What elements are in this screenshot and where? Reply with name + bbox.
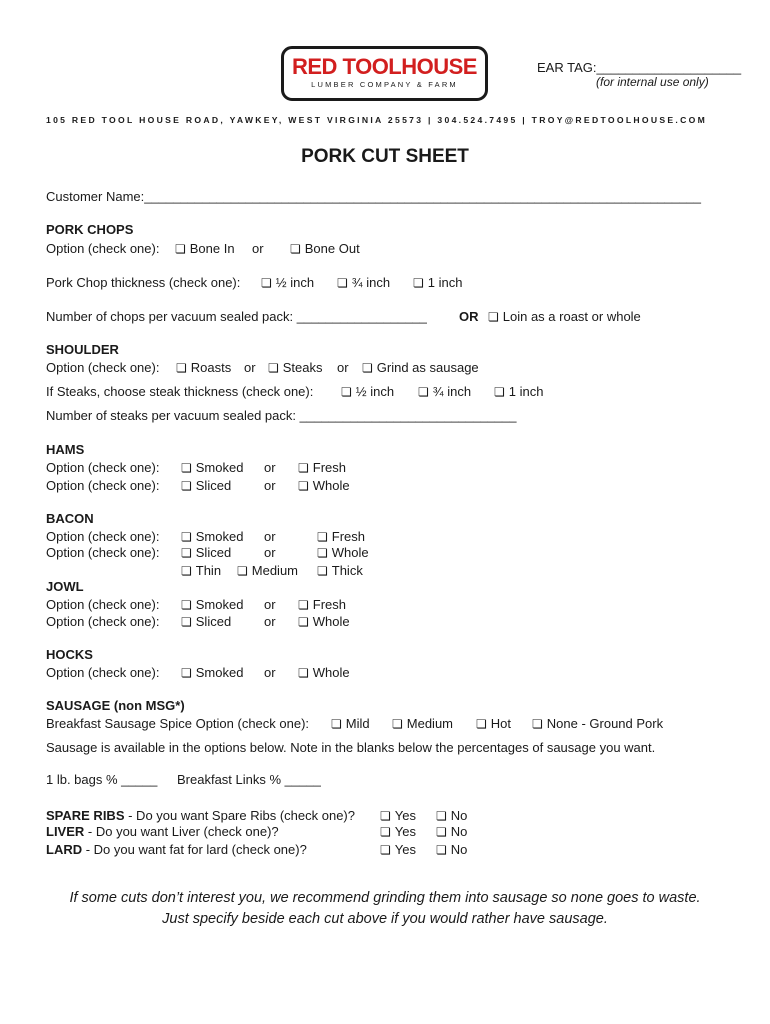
liver-question: [46, 824, 279, 839]
jowl-whole-checkbox[interactable]: ❏ Whole: [298, 614, 350, 629]
sausage-note: Sausage is available in the options below. Note in the blanks below the percentages of sausage you want.: [46, 740, 656, 755]
links-percent-field[interactable]: Breakfast Links % _____: [177, 772, 321, 787]
shoulder-heading: SHOULDER: [46, 342, 119, 357]
lard-yes-checkbox[interactable]: ❏ Yes: [380, 842, 416, 857]
chop-one-inch-checkbox[interactable]: ❏ 1 inch: [413, 275, 462, 290]
closing-line-2: Just specify beside each cut above if you would rather have sausage.: [162, 911, 608, 927]
bacon-heading: BACON: [46, 511, 94, 526]
hocks-whole-checkbox[interactable]: ❏ Whole: [298, 665, 350, 680]
chop-three-quarter-checkbox[interactable]: ❏ ¾ inch: [337, 275, 390, 290]
hocks-smoked-checkbox[interactable]: ❏ Smoked: [181, 665, 243, 680]
lard-text: - Do you want fat for lard (check one)?: [82, 842, 307, 857]
loin-checkbox[interactable]: ❏ Loin as a roast or whole: [488, 309, 641, 324]
bacon-medium-checkbox[interactable]: ❏ Medium: [237, 563, 298, 578]
jowl-option-label: Option (check one):: [46, 614, 160, 629]
roasts-checkbox[interactable]: ❏ Roasts: [176, 360, 231, 375]
steaks-per-pack-field[interactable]: Number of steaks per vacuum sealed pack: ______________________________: [46, 408, 517, 423]
or-text: or: [264, 614, 276, 629]
spare-ribs-yes-checkbox[interactable]: ❏ Yes: [380, 808, 416, 823]
steaks-checkbox[interactable]: ❏ Steaks: [268, 360, 323, 375]
bacon-thin-checkbox[interactable]: ❏ Thin: [181, 563, 221, 578]
hams-fresh-checkbox[interactable]: ❏ Fresh: [298, 460, 346, 475]
grind-sausage-checkbox[interactable]: ❏ Grind as sausage: [362, 360, 479, 375]
logo-main-text: RED TOOLHOUSE: [291, 54, 477, 79]
or-text: or: [264, 545, 276, 560]
hams-heading: HAMS: [46, 442, 85, 457]
lard-no-checkbox[interactable]: ❏ No: [436, 842, 467, 857]
spice-medium-checkbox[interactable]: ❏ Medium: [392, 716, 453, 731]
or-text: or: [264, 665, 276, 680]
jowl-heading: JOWL: [46, 579, 84, 594]
liver-label: LIVER: [46, 824, 85, 839]
customer-name-field[interactable]: Customer Name:_____________________________________________________________________________: [46, 189, 701, 204]
liver-yes-checkbox[interactable]: ❏ Yes: [380, 824, 416, 839]
spice-mild-checkbox[interactable]: ❏ Mild: [331, 716, 370, 731]
bacon-fresh-checkbox[interactable]: ❏ Fresh: [317, 529, 365, 544]
chops-per-pack-field[interactable]: Number of chops per vacuum sealed pack: __________________: [46, 309, 427, 324]
or-bold-text: OR: [459, 309, 479, 324]
spare-ribs-question: [46, 808, 355, 823]
steak-one-inch-checkbox[interactable]: ❏ 1 inch: [494, 384, 543, 399]
jowl-option-label: Option (check one):: [46, 597, 160, 612]
liver-no-checkbox[interactable]: ❏ No: [436, 824, 467, 839]
steak-half-inch-checkbox[interactable]: ❏ ½ inch: [341, 384, 394, 399]
hocks-option-label: Option (check one):: [46, 665, 160, 680]
bone-in-checkbox[interactable]: ❏ Bone In: [175, 241, 235, 256]
jowl-smoked-checkbox[interactable]: ❏ Smoked: [181, 597, 243, 612]
hams-smoked-checkbox[interactable]: ❏ Smoked: [181, 460, 243, 475]
hams-option-label: Option (check one):: [46, 460, 160, 475]
or-text: or: [244, 360, 256, 375]
hams-sliced-checkbox[interactable]: ❏ Sliced: [181, 478, 231, 493]
bacon-option-label: Option (check one):: [46, 545, 160, 560]
or-text: or: [264, 597, 276, 612]
jowl-fresh-checkbox[interactable]: ❏ Fresh: [298, 597, 346, 612]
jowl-sliced-checkbox[interactable]: ❏ Sliced: [181, 614, 231, 629]
hocks-heading: HOCKS: [46, 647, 93, 662]
or-text: or: [264, 529, 276, 544]
bags-percent-field[interactable]: 1 lb. bags % _____: [46, 772, 158, 787]
bone-out-checkbox[interactable]: ❏ Bone Out: [290, 241, 360, 256]
bacon-whole-checkbox[interactable]: ❏ Whole: [317, 545, 369, 560]
or-text: or: [252, 241, 264, 256]
pork-chops-heading: PORK CHOPS: [46, 222, 134, 237]
logo-sub-text: LUMBER COMPANY & FARM: [311, 80, 458, 89]
pork-chops-option-label: Option (check one):: [46, 241, 160, 256]
chop-thickness-label: Pork Chop thickness (check one):: [46, 275, 241, 290]
steak-thickness-label: If Steaks, choose steak thickness (check one):: [46, 384, 314, 399]
or-text: or: [337, 360, 349, 375]
lard-label: LARD: [46, 842, 83, 857]
spare-ribs-label: SPARE RIBS: [46, 808, 125, 823]
bacon-sliced-checkbox[interactable]: ❏ Sliced: [181, 545, 231, 560]
or-text: or: [264, 478, 276, 493]
hams-option-label: Option (check one):: [46, 478, 160, 493]
spare-ribs-no-checkbox[interactable]: ❏ No: [436, 808, 467, 823]
sausage-heading: SAUSAGE (non MSG*): [46, 698, 185, 713]
or-text: or: [264, 460, 276, 475]
ear-tag-field[interactable]: EAR TAG:____________________: [537, 60, 742, 75]
chop-half-inch-checkbox[interactable]: ❏ ½ inch: [261, 275, 314, 290]
company-address: 105 RED TOOL HOUSE ROAD, YAWKEY, WEST VIRGINIA 25573 | 304.524.7495 | TROY@REDTOOLHOUSE.COM: [46, 115, 708, 125]
bacon-option-label: Option (check one):: [46, 529, 160, 544]
hams-whole-checkbox[interactable]: ❏ Whole: [298, 478, 350, 493]
liver-text: - Do you want Liver (check one)?: [84, 824, 279, 839]
closing-line-1: If some cuts don’t interest you, we recommend grinding them into sausage so none goes to waste.: [69, 890, 701, 906]
page-title: PORK CUT SHEET: [301, 146, 469, 167]
company-logo: [281, 46, 488, 101]
bacon-smoked-checkbox[interactable]: ❏ Smoked: [181, 529, 243, 544]
bacon-thick-checkbox[interactable]: ❏ Thick: [317, 563, 363, 578]
sausage-spice-label: Breakfast Sausage Spice Option (check one):: [46, 716, 310, 731]
spice-hot-checkbox[interactable]: ❏ Hot: [476, 716, 511, 731]
spare-ribs-text: - Do you want Spare Ribs (check one)?: [124, 808, 355, 823]
steak-three-quarter-checkbox[interactable]: ❏ ¾ inch: [418, 384, 471, 399]
spice-none-checkbox[interactable]: ❏ None - Ground Pork: [532, 716, 663, 731]
internal-use-note: (for internal use only): [596, 75, 709, 89]
lard-question: [46, 842, 307, 857]
shoulder-option-label: Option (check one):: [46, 360, 160, 375]
